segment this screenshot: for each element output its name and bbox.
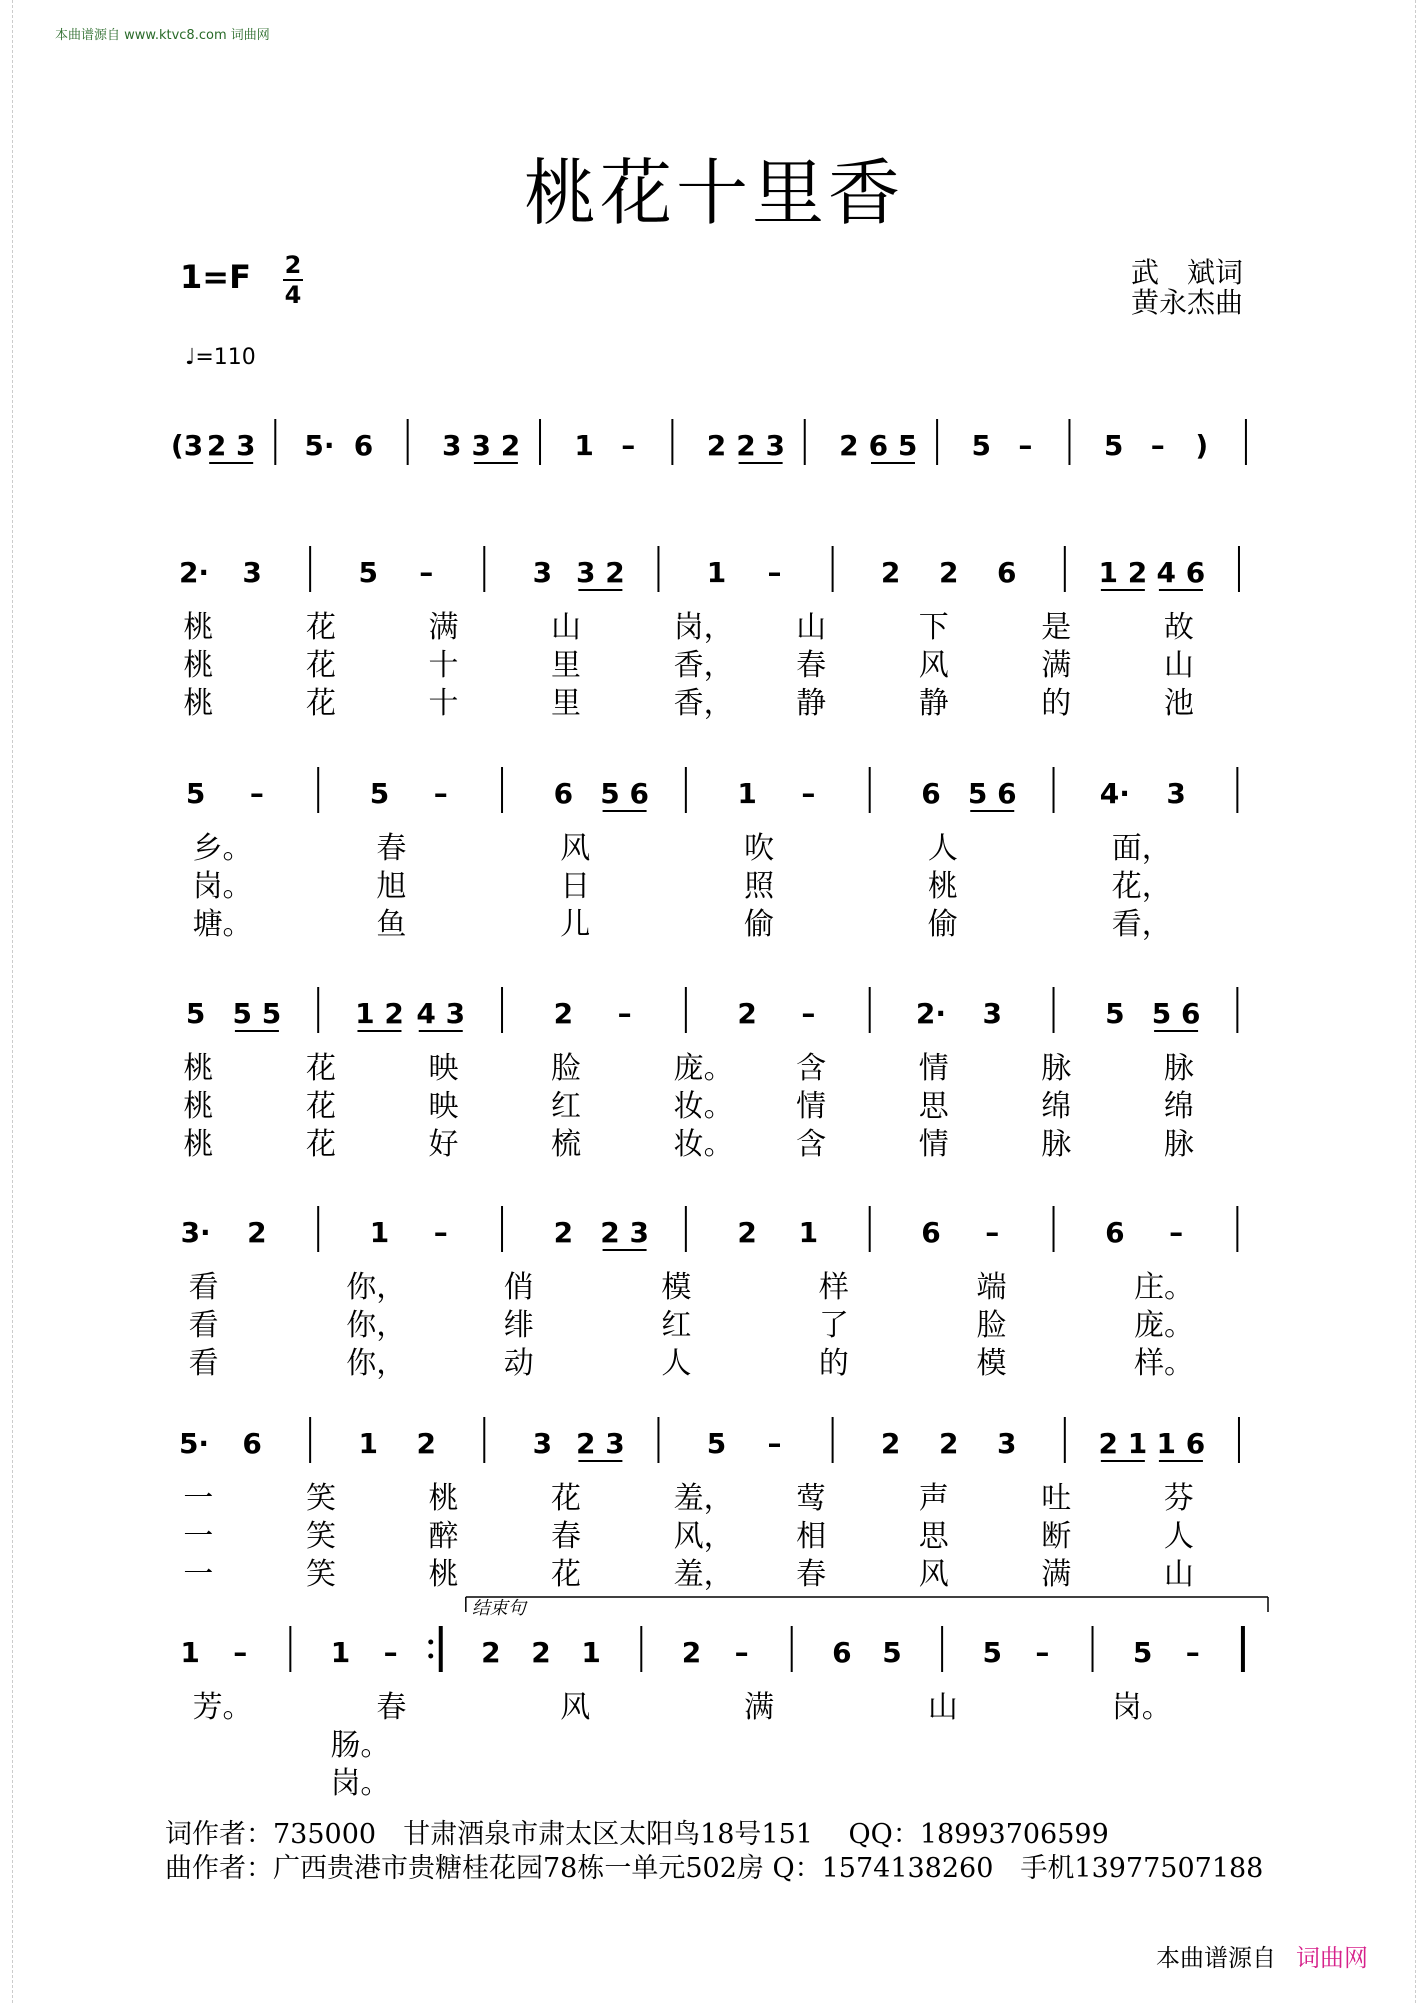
lyric-syllable: 下 xyxy=(918,610,949,645)
composer-contact: 曲作者：广西贵港市贵糖桂花园78栋一单元502房 Q：1574138260 手机13977507188 xyxy=(165,1853,1264,1884)
lyric-syllable: 庞。 xyxy=(1134,1308,1195,1343)
lyric-syllable: 你， xyxy=(346,1270,407,1305)
note: 6 xyxy=(832,1636,852,1669)
lyric-syllable: 花 xyxy=(305,1089,336,1124)
note: – xyxy=(233,1636,248,1669)
lyric-syllable: 脉 xyxy=(1041,1051,1072,1086)
lyric-syllable: 绯 xyxy=(503,1308,534,1343)
note: 3 2 xyxy=(471,429,521,462)
note: 2 xyxy=(247,1216,267,1249)
lyric-syllable: 桃 xyxy=(183,686,214,721)
lyric-syllable: 梳 xyxy=(551,1127,582,1162)
lyric-syllable: 乡。 xyxy=(192,831,253,866)
lyric-syllable: 好 xyxy=(428,1127,459,1162)
lyric-syllable: 山 xyxy=(551,610,582,645)
note: 3 xyxy=(242,556,262,589)
key-signature: 1=F xyxy=(180,258,251,296)
note: – xyxy=(1169,1216,1184,1249)
note: 5 xyxy=(369,777,390,810)
note: 2 xyxy=(706,429,727,462)
note: ) xyxy=(1195,429,1209,462)
note: 1 xyxy=(574,429,594,462)
source-footer xyxy=(1156,1938,1368,1973)
note: – xyxy=(767,556,782,589)
note: 6 xyxy=(921,1216,941,1249)
note: 1 xyxy=(581,1636,601,1669)
note: 6 xyxy=(553,777,574,810)
note: – xyxy=(985,1216,1000,1249)
note: 5 5 xyxy=(232,997,282,1030)
note: – xyxy=(617,997,632,1030)
lyric-syllable: 桃 xyxy=(183,648,214,683)
note: 1 2 xyxy=(1098,556,1148,589)
lyric-syllable: 山 xyxy=(1163,1557,1194,1592)
note: 5 xyxy=(185,997,206,1030)
note: 5 xyxy=(185,777,206,810)
note: – xyxy=(1035,1636,1050,1669)
note: 5 xyxy=(1103,429,1124,462)
lyric-syllable: 人 xyxy=(927,831,958,866)
note: 5· xyxy=(304,429,335,462)
lyric-syllable: 脉 xyxy=(1041,1127,1072,1162)
note: – xyxy=(419,556,434,589)
lyric-syllable: 看， xyxy=(1111,907,1172,942)
lyric-syllable: 桃 xyxy=(428,1557,459,1592)
lyric-syllable: 笑 xyxy=(305,1481,336,1516)
meter-top: 2 xyxy=(284,251,302,279)
lyric-syllable: 吐 xyxy=(1041,1481,1072,1516)
note: – xyxy=(1150,429,1165,462)
note: – xyxy=(1185,1636,1200,1669)
note: 2 xyxy=(737,997,757,1030)
lyric-syllable: 香， xyxy=(673,686,734,721)
lyric-syllable: 羞， xyxy=(673,1557,734,1592)
note: 3 xyxy=(982,997,1002,1030)
lyric-syllable: 绵 xyxy=(1041,1089,1072,1124)
ending-label: 结束句 xyxy=(471,1598,526,1619)
lyric-syllable: 俏 xyxy=(503,1270,534,1305)
lyric-syllable: 花， xyxy=(1111,869,1172,904)
lyric-syllable: 妆。 xyxy=(673,1127,734,1162)
lyric-syllable: 含 xyxy=(796,1051,827,1086)
lyric-syllable: 桃 xyxy=(183,1127,214,1162)
lyric-syllable: 端 xyxy=(976,1270,1007,1305)
note: 5 xyxy=(706,1427,727,1460)
lyric-syllable: 模 xyxy=(661,1270,692,1305)
lyric-syllable: 映 xyxy=(428,1051,459,1086)
lyric-syllable: 塘。 xyxy=(192,907,253,942)
lyric-syllable: 花 xyxy=(305,648,336,683)
lyric-syllable: 山 xyxy=(927,1690,958,1725)
lyric-syllable: 模 xyxy=(976,1346,1007,1381)
lyric-syllable: 满 xyxy=(744,1690,775,1725)
lyric-syllable: 风 xyxy=(560,831,591,866)
note: – xyxy=(1018,429,1033,462)
lyric-syllable: 花 xyxy=(305,1051,336,1086)
note: 3 xyxy=(532,1427,553,1460)
lyric-syllable: 风 xyxy=(918,1557,949,1592)
lyric-syllable: 是 xyxy=(1041,610,1072,645)
lyric-syllable: 满 xyxy=(1041,648,1072,683)
lyric-syllable: 一 xyxy=(183,1519,214,1554)
lyric-syllable: 花 xyxy=(305,610,336,645)
lyric-syllable: 思 xyxy=(918,1519,949,1554)
note: 2· xyxy=(915,997,947,1030)
lyric-syllable: 庄。 xyxy=(1134,1270,1195,1305)
lyric-syllable: 一 xyxy=(183,1481,214,1516)
lyric-syllable: 看 xyxy=(188,1270,219,1305)
note: 6 xyxy=(997,556,1017,589)
note: 2 xyxy=(938,1427,959,1460)
note: 3 xyxy=(997,1427,1017,1460)
lyric-syllable: 里 xyxy=(551,686,582,721)
note: 2 xyxy=(880,556,901,589)
note: 3· xyxy=(180,1216,211,1249)
note: – xyxy=(433,1216,448,1249)
note: 5 xyxy=(358,556,378,589)
note: 5 xyxy=(971,429,991,462)
lyric-syllable: 绵 xyxy=(1163,1089,1194,1124)
lyric-syllable: 岗。 xyxy=(192,869,253,904)
note: 2 xyxy=(531,1636,551,1669)
note: 1 xyxy=(358,1427,378,1460)
lyric-syllable: 思 xyxy=(918,1089,949,1124)
lyric-syllable: 的 xyxy=(818,1346,849,1381)
lyric-syllable: 照 xyxy=(744,869,775,904)
note: – xyxy=(383,1636,398,1669)
note: 3 xyxy=(442,429,462,462)
note: 2 xyxy=(481,1636,501,1669)
note: 1 xyxy=(180,1636,200,1669)
lyric-syllable: 桃 xyxy=(183,610,214,645)
note: – xyxy=(433,777,448,810)
note: – xyxy=(734,1636,749,1669)
lyric-syllable: 偷 xyxy=(744,907,775,942)
note: 2 1 xyxy=(1098,1427,1148,1460)
lyric-syllable: 人 xyxy=(1163,1519,1194,1554)
lyric-syllable: 花 xyxy=(551,1557,582,1592)
lyric-syllable: 山 xyxy=(796,610,827,645)
note: – xyxy=(801,997,816,1030)
lyric-syllable: 里 xyxy=(551,648,582,683)
lyric-syllable: 醉 xyxy=(428,1519,459,1554)
lyric-syllable: 肠。 xyxy=(330,1728,391,1763)
lyric-syllable: 风 xyxy=(560,1690,591,1725)
lyric-syllable: 旭 xyxy=(376,869,407,904)
lyric-syllable: 脸 xyxy=(551,1051,582,1086)
note: 6 xyxy=(921,777,941,810)
lyric-syllable: 羞， xyxy=(673,1481,734,1516)
lyric-syllable: 春 xyxy=(796,648,827,683)
lyric-syllable: 山 xyxy=(1163,648,1194,683)
note: 4 6 xyxy=(1156,556,1206,589)
lyric-syllable: 你， xyxy=(346,1308,407,1343)
lyric-syllable: 风 xyxy=(918,648,949,683)
lyric-syllable: 笑 xyxy=(305,1557,336,1592)
lyric-syllable: 满 xyxy=(428,610,459,645)
note: – xyxy=(801,777,816,810)
lyric-syllable: 桃 xyxy=(183,1089,214,1124)
note: 1 xyxy=(330,1636,351,1669)
note: 4· xyxy=(1099,777,1130,810)
lyric-syllable: 吹 xyxy=(744,831,775,866)
note: 6 xyxy=(353,429,374,462)
lyric-syllable: 桃 xyxy=(428,1481,459,1516)
repeat-dot xyxy=(428,1654,433,1659)
note: 1 2 xyxy=(355,997,404,1030)
lyric-syllable: 静 xyxy=(796,686,827,721)
lyric-syllable: 十 xyxy=(428,686,459,721)
lyric-syllable: 脉 xyxy=(1163,1127,1194,1162)
lyric-syllable: 相 xyxy=(796,1519,827,1554)
lyric-syllable: 日 xyxy=(560,869,591,904)
lyric-syllable: 桃 xyxy=(183,1051,214,1086)
lyric-syllable: 儿 xyxy=(560,907,591,942)
lyric-syllable: 妆。 xyxy=(673,1089,734,1124)
note: 2· xyxy=(178,556,210,589)
lyric-syllable: 芳。 xyxy=(192,1690,253,1725)
lyric-syllable: 样。 xyxy=(1134,1346,1195,1381)
note: 4 3 xyxy=(416,997,466,1030)
lyric-syllable: 红 xyxy=(661,1308,692,1343)
lyric-syllable: 面， xyxy=(1111,831,1172,866)
source-footer-link[interactable]: 词曲网 xyxy=(1296,1944,1368,1972)
note: 2 xyxy=(938,556,959,589)
note: 5 6 xyxy=(1151,997,1201,1030)
lyric-syllable: 满 xyxy=(1041,1557,1072,1592)
lyric-syllable: 断 xyxy=(1041,1519,1072,1554)
note: 1 xyxy=(369,1216,390,1249)
note: – xyxy=(249,777,264,810)
note: 5 xyxy=(1105,997,1125,1030)
lyric-syllable: 动 xyxy=(503,1346,534,1381)
lyric-syllable: 你， xyxy=(346,1346,407,1381)
lyric-syllable: 偷 xyxy=(927,907,958,942)
note: 1 xyxy=(706,556,727,589)
lyric-syllable: 春 xyxy=(551,1519,582,1554)
note: 3 2 xyxy=(576,556,625,589)
lyric-syllable: 含 xyxy=(796,1127,827,1162)
note: 5· xyxy=(178,1427,210,1460)
lyricist-credit: 武 斌词 xyxy=(1130,256,1243,289)
lyric-syllable: 香， xyxy=(673,648,734,683)
note: 6 xyxy=(1105,1216,1125,1249)
source-header: 本曲谱源自 www.ktvc8.com 词曲网 xyxy=(55,28,270,43)
meter-bottom: 4 xyxy=(284,281,302,309)
note: 5 xyxy=(882,1636,902,1669)
lyric-syllable: 花 xyxy=(551,1481,582,1516)
lyric-syllable: 春 xyxy=(796,1557,827,1592)
lyric-syllable: 风， xyxy=(673,1519,734,1554)
note: 2 xyxy=(839,429,859,462)
note: 1 xyxy=(798,1216,819,1249)
lyric-syllable: 映 xyxy=(428,1089,459,1124)
note: 5 6 xyxy=(600,777,649,810)
lyric-syllable: 庞。 xyxy=(673,1051,734,1086)
lyric-syllable: 情 xyxy=(918,1051,949,1086)
song-title: 桃花十里香 xyxy=(523,151,904,235)
lyric-syllable: 岗， xyxy=(673,610,734,645)
repeat-dot xyxy=(428,1640,433,1645)
lyric-syllable: 声 xyxy=(918,1481,949,1516)
lyric-syllable: 鱼 xyxy=(376,907,407,942)
source-footer-a: 本曲谱源自 xyxy=(1156,1944,1276,1972)
note: 1 xyxy=(737,777,757,810)
lyric-syllable: 脸 xyxy=(976,1308,1007,1343)
lyricist-contact: 词作者：735000 甘肃酒泉市肃太区太阳鸟18号151 QQ：18993706599 xyxy=(165,1819,1109,1850)
lyric-syllable: 红 xyxy=(551,1089,582,1124)
lyric-syllable: 笑 xyxy=(305,1519,336,1554)
lyric-syllable: 静 xyxy=(918,686,949,721)
lyric-syllable: 花 xyxy=(305,686,336,721)
lyric-syllable: 情 xyxy=(918,1127,949,1162)
lyric-syllable: 的 xyxy=(1041,686,1072,721)
note: 3 xyxy=(532,556,553,589)
note: 2 3 xyxy=(736,429,785,462)
lyric-syllable: 岗。 xyxy=(330,1766,391,1801)
note: (3 xyxy=(170,429,204,462)
lyric-syllable: 情 xyxy=(796,1089,827,1124)
note: 5 6 xyxy=(967,777,1017,810)
note: 2 xyxy=(681,1636,702,1669)
note: – xyxy=(621,429,636,462)
lyric-syllable: 故 xyxy=(1163,610,1194,645)
note: 2 xyxy=(553,997,574,1030)
lyric-syllable: 池 xyxy=(1163,686,1194,721)
lyric-syllable: 芬 xyxy=(1163,1481,1194,1516)
note: 2 xyxy=(737,1216,757,1249)
lyric-syllable: 一 xyxy=(183,1557,214,1592)
lyric-syllable: 莺 xyxy=(796,1481,827,1516)
tempo-marking: ♩=110 xyxy=(185,345,256,370)
lyric-syllable: 看 xyxy=(188,1346,219,1381)
lyric-syllable: 样 xyxy=(818,1270,849,1305)
lyric-syllable: 桃 xyxy=(927,869,958,904)
note: – xyxy=(767,1427,782,1460)
note: 5 xyxy=(1132,1636,1153,1669)
composer-credit: 黄永杰曲 xyxy=(1130,286,1243,319)
note: 2 3 xyxy=(206,429,256,462)
lyric-syllable: 人 xyxy=(661,1346,692,1381)
lyric-syllable: 春 xyxy=(376,831,407,866)
note: 6 5 xyxy=(868,429,918,462)
note: 2 3 xyxy=(576,1427,625,1460)
note: 6 xyxy=(242,1427,262,1460)
note: 2 xyxy=(880,1427,901,1460)
note: 3 xyxy=(1166,777,1186,810)
note: 2 xyxy=(416,1427,436,1460)
note: 5 xyxy=(982,1636,1002,1669)
lyric-syllable: 十 xyxy=(428,648,459,683)
note: 1 6 xyxy=(1156,1427,1206,1460)
lyric-syllable: 花 xyxy=(305,1127,336,1162)
lyric-syllable: 脉 xyxy=(1163,1051,1194,1086)
lyric-syllable: 看 xyxy=(188,1308,219,1343)
lyric-syllable: 春 xyxy=(376,1690,407,1725)
note: 2 3 xyxy=(600,1216,649,1249)
note: 2 xyxy=(553,1216,574,1249)
lyric-syllable: 了 xyxy=(818,1308,849,1343)
lyric-syllable: 岗。 xyxy=(1111,1690,1172,1725)
